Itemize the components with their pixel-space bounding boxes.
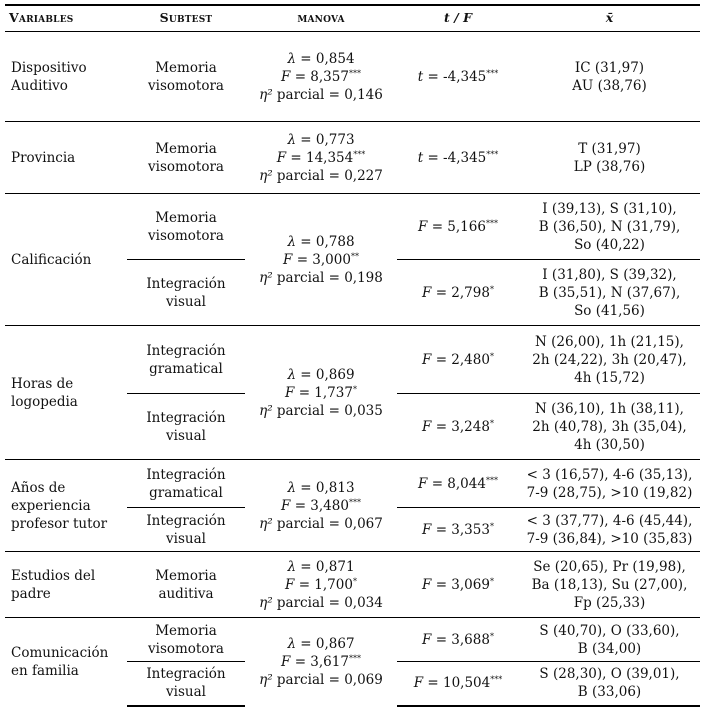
tf-value: F = 3,353*	[422, 521, 494, 538]
subtest-line: Integración	[146, 342, 226, 359]
tf-value: t = -4,345***	[417, 149, 499, 166]
subtest-line: gramatical	[149, 484, 223, 501]
subtest-line: visomotora	[148, 158, 224, 175]
subtest-cell	[127, 508, 245, 552]
manova-line: λ = 0,871	[287, 558, 355, 575]
manova-cell	[245, 618, 397, 706]
header-variables: Variables	[5, 5, 127, 32]
tf-cell	[397, 194, 519, 260]
tf-cell	[397, 508, 519, 552]
subtest-cell	[127, 460, 245, 508]
table-row	[5, 194, 700, 260]
tf-value: F = 2,798*	[422, 284, 494, 301]
manova-line: η² parcial = 0,227	[259, 167, 383, 184]
tf-cell	[397, 460, 519, 508]
variable-line: Horas de	[11, 375, 74, 392]
manova-line: η² parcial = 0,146	[259, 86, 383, 103]
manova-line: λ = 0,813	[287, 479, 355, 496]
subtest-cell	[127, 122, 245, 194]
manova-line: η² parcial = 0,034	[259, 594, 383, 611]
tf-value: t = -4,345***	[417, 68, 499, 85]
xbar-line: N (26,00), 1h (21,15),	[535, 333, 684, 350]
table-row	[5, 460, 700, 508]
tf-cell	[397, 260, 519, 326]
xbar-line: S (28,30), O (39,01),	[539, 666, 680, 683]
xbar-cell	[519, 552, 700, 618]
manova-line: η² parcial = 0,069	[259, 671, 383, 688]
xbar-line: Se (20,65), Pr (19,98),	[533, 558, 686, 575]
tf-cell	[397, 326, 519, 394]
manova-line: λ = 0,869	[287, 366, 355, 383]
manova-cell	[245, 326, 397, 460]
tf-value: F = 5,166***	[418, 218, 498, 235]
table-row	[5, 326, 700, 394]
tf-cell	[397, 552, 519, 618]
xbar-line: < 3 (37,77), 4-6 (45,44),	[526, 512, 693, 529]
subtest-line: visual	[166, 684, 206, 701]
tf-cell	[397, 618, 519, 662]
xbar-line: Fp (25,33)	[573, 594, 646, 611]
subtest-line: visomotora	[148, 227, 224, 244]
manova-cell	[245, 32, 397, 122]
manova-line: η² parcial = 0,035	[259, 402, 383, 419]
xbar-cell	[519, 618, 700, 662]
subtest-line: Integración	[146, 409, 226, 426]
subtest-line: visual	[166, 427, 206, 444]
xbar-line: < 3 (16,57), 4-6 (35,13),	[526, 466, 693, 483]
tf-value: F = 3,248*	[422, 418, 494, 435]
variable-line: Comunicación	[11, 644, 109, 661]
subtest-line: Memoria	[155, 140, 217, 157]
variable-line: Años de	[11, 479, 66, 496]
subtest-line: Memoria	[155, 59, 217, 76]
xbar-line: 7-9 (28,75), >10 (19,82)	[526, 484, 693, 501]
xbar-line: B (34,00)	[577, 640, 642, 657]
variable-cell	[5, 552, 127, 618]
table-row	[5, 618, 700, 662]
xbar-line: B (36,50), N (31,79),	[538, 218, 681, 235]
tf-cell	[397, 394, 519, 460]
subtest-line: visual	[166, 530, 206, 547]
variable-line: Provincia	[11, 149, 76, 166]
variable-line: Calificación	[11, 251, 92, 268]
variable-line: Auditivo	[11, 77, 68, 94]
subtest-cell	[127, 552, 245, 618]
subtest-cell	[127, 618, 245, 662]
table-row	[5, 32, 700, 122]
variable-cell	[5, 618, 127, 706]
manova-line: F = 8,357***	[281, 68, 361, 85]
xbar-line: LP (38,76)	[573, 158, 646, 175]
subtest-line: auditiva	[158, 585, 214, 602]
subtest-line: visual	[166, 293, 206, 310]
header-manova: manova	[245, 5, 397, 32]
xbar-line: B (33,06)	[577, 684, 642, 701]
variable-line: en familia	[11, 662, 79, 679]
header-row	[5, 5, 700, 32]
manova-cell	[245, 552, 397, 618]
manova-line: λ = 0,773	[287, 131, 355, 148]
xbar-cell	[519, 508, 700, 552]
variable-cell	[5, 460, 127, 552]
subtest-line: visomotora	[148, 77, 224, 94]
subtest-cell	[127, 326, 245, 394]
xbar-line: S (40,70), O (33,60),	[539, 622, 680, 639]
manova-line: F = 1,737*	[285, 384, 357, 401]
subtest-cell	[127, 32, 245, 122]
results-table	[5, 4, 700, 707]
tf-value: F = 8,044***	[418, 475, 498, 492]
subtest-cell	[127, 260, 245, 326]
xbar-line: So (40,22)	[574, 236, 645, 253]
xbar-cell	[519, 122, 700, 194]
table-row	[5, 552, 700, 618]
variable-cell	[5, 122, 127, 194]
variable-line: logopedia	[11, 393, 78, 410]
manova-line: F = 3,617***	[281, 653, 361, 670]
xbar-line: 4h (15,72)	[574, 369, 645, 386]
manova-cell	[245, 122, 397, 194]
variable-line: experiencia	[11, 497, 91, 514]
xbar-line: B (35,51), N (37,67),	[538, 284, 681, 301]
subtest-line: Memoria	[155, 567, 217, 584]
manova-line: λ = 0,788	[287, 233, 355, 250]
tf-value: F = 3,069*	[422, 576, 494, 593]
tf-value: F = 3,688*	[422, 631, 494, 648]
tf-cell	[397, 32, 519, 122]
xbar-cell	[519, 194, 700, 260]
subtest-cell	[127, 662, 245, 706]
variable-line: Estudios del	[11, 567, 96, 584]
tf-cell	[397, 122, 519, 194]
subtest-line: gramatical	[149, 360, 223, 377]
subtest-line: Memoria	[155, 622, 217, 639]
manova-line: F = 3,000**	[283, 251, 359, 268]
manova-cell	[245, 460, 397, 552]
xbar-cell	[519, 260, 700, 326]
xbar-line: So (41,56)	[574, 302, 645, 319]
table-row	[5, 122, 700, 194]
xbar-cell	[519, 460, 700, 508]
xbar-line: 2h (40,78), 3h (35,04),	[532, 418, 687, 435]
xbar-line: AU (38,76)	[572, 77, 647, 94]
xbar-line: Ba (18,13), Su (27,00),	[531, 576, 688, 593]
xbar-cell	[519, 32, 700, 122]
header-xbar: x̄	[519, 5, 700, 32]
manova-line: λ = 0,854	[287, 50, 355, 67]
xbar-line: IC (31,97)	[574, 59, 645, 76]
xbar-line: 7-9 (36,84), >10 (35,83)	[526, 530, 693, 547]
variable-cell	[5, 194, 127, 326]
subtest-cell	[127, 394, 245, 460]
subtest-line: Integración	[146, 275, 226, 292]
xbar-line: 4h (30,50)	[574, 436, 645, 453]
subtest-line: Memoria	[155, 209, 217, 226]
xbar-line: N (36,10), 1h (38,11),	[535, 400, 684, 417]
tf-value: F = 2,480*	[422, 351, 494, 368]
subtest-line: visomotora	[148, 640, 224, 657]
subtest-cell	[127, 194, 245, 260]
manova-line: λ = 0,867	[287, 635, 355, 652]
tf-value: F = 10,504***	[413, 675, 503, 692]
subtest-line: Integración	[146, 666, 226, 683]
xbar-line: 2h (24,22), 3h (20,47),	[532, 351, 687, 368]
xbar-cell	[519, 394, 700, 460]
xbar-line: I (31,80), S (39,32),	[542, 266, 677, 283]
xbar-line: I (39,13), S (31,10),	[542, 200, 677, 217]
manova-cell	[245, 194, 397, 326]
header-tf: t / F	[397, 5, 519, 32]
manova-line: η² parcial = 0,067	[259, 515, 383, 532]
tf-cell	[397, 662, 519, 706]
xbar-line: T (31,97)	[578, 140, 641, 157]
variable-cell	[5, 326, 127, 460]
variable-cell	[5, 32, 127, 122]
subtest-line: Integración	[146, 466, 226, 483]
variable-line: padre	[11, 585, 51, 602]
variable-line: Dispositivo	[11, 59, 87, 76]
variable-line: profesor tutor	[11, 515, 108, 532]
manova-line: η² parcial = 0,198	[259, 269, 383, 286]
manova-line: F = 14,354***	[276, 149, 366, 166]
subtest-line: Integración	[146, 512, 226, 529]
xbar-cell	[519, 662, 700, 706]
header-subtest: Subtest	[127, 5, 245, 32]
manova-line: F = 1,700*	[285, 576, 357, 593]
manova-line: F = 3,480***	[281, 497, 361, 514]
xbar-cell	[519, 326, 700, 394]
